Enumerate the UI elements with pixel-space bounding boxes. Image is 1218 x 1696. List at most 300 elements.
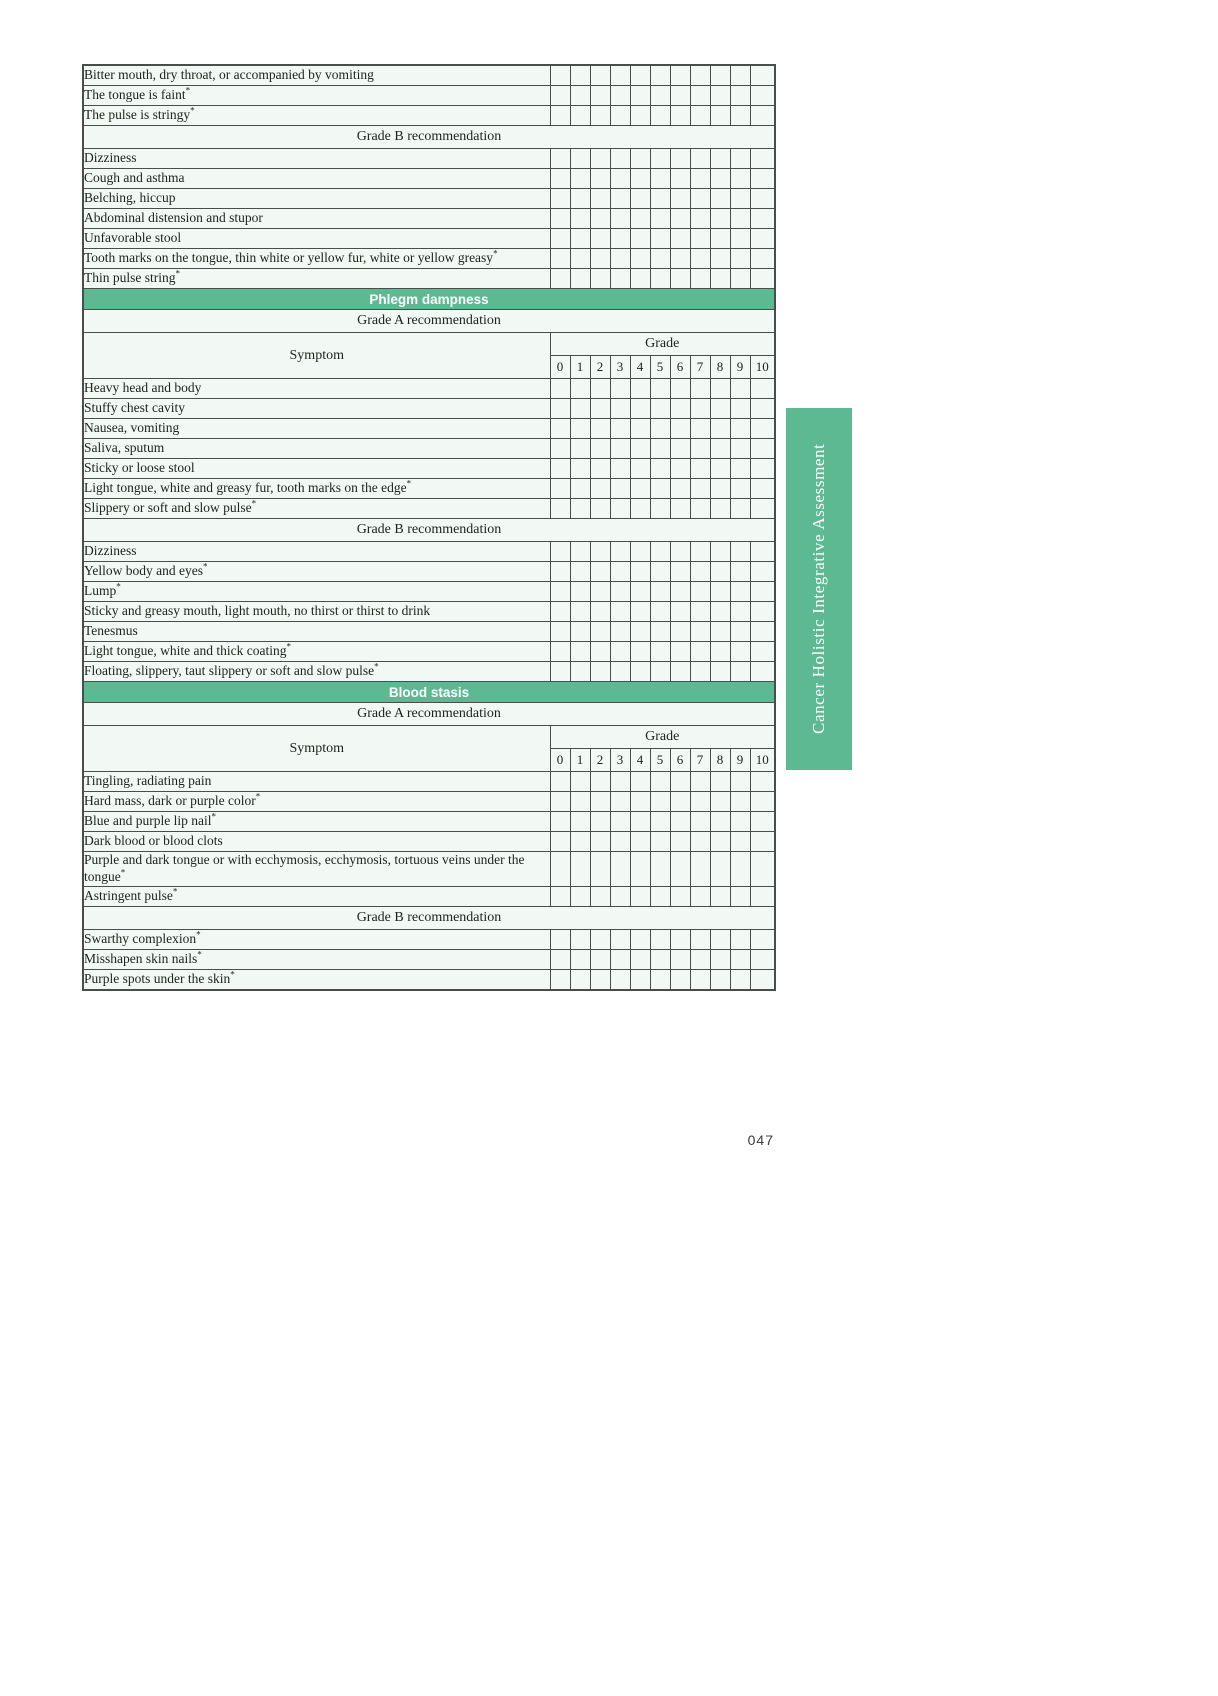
grade-cell <box>550 249 570 269</box>
grade-cell <box>610 439 630 459</box>
grade-cell <box>550 479 570 499</box>
grade-cell <box>690 229 710 249</box>
grade-cell <box>590 439 610 459</box>
grade-cell <box>650 602 670 622</box>
grade-cell <box>650 582 670 602</box>
asterisk-marker: * <box>120 867 126 878</box>
grade-cell <box>670 542 690 562</box>
recommendation-label: Grade B recommendation <box>83 519 775 542</box>
asterisk-marker: * <box>374 661 379 672</box>
grade-cell <box>610 169 630 189</box>
grade-cell <box>750 542 775 562</box>
grade-cell <box>690 772 710 792</box>
grade-cell <box>570 852 590 887</box>
page-number: 047 <box>747 1132 774 1148</box>
grade-cell <box>690 622 710 642</box>
symptom-cell <box>83 852 550 887</box>
grade-cell <box>750 886 775 906</box>
grade-cell <box>550 812 570 832</box>
grade-cell <box>710 65 730 86</box>
grade-cell <box>730 812 750 832</box>
grade-cell <box>610 562 630 582</box>
grade-cell <box>730 562 750 582</box>
grade-cell <box>610 542 630 562</box>
symptom-row <box>83 149 775 169</box>
grade-cell <box>670 459 690 479</box>
grade-cell <box>650 499 670 519</box>
grade-cell <box>670 852 690 887</box>
grade-cell <box>650 949 670 969</box>
assessment-table-body <box>83 65 775 990</box>
grade-cell <box>550 106 570 126</box>
grade-cell <box>610 189 630 209</box>
grade-cell <box>750 189 775 209</box>
grade-cell <box>730 399 750 419</box>
symptom-cell <box>83 969 550 990</box>
grade-cell <box>690 542 710 562</box>
grade-cell <box>590 929 610 949</box>
grade-cell <box>550 886 570 906</box>
grade-cell <box>570 949 590 969</box>
grade-cell <box>670 582 690 602</box>
asterisk-marker: * <box>175 268 180 279</box>
grade-cell <box>630 499 650 519</box>
grade-cell <box>650 479 670 499</box>
grade-cell <box>650 792 670 812</box>
grade-cell <box>550 949 570 969</box>
grade-cell <box>710 949 730 969</box>
grade-cell <box>750 852 775 887</box>
grade-cell <box>710 662 730 682</box>
grade-cell <box>650 832 670 852</box>
symptom-cell <box>83 459 550 479</box>
grade-cell <box>590 792 610 812</box>
grade-cell <box>710 542 730 562</box>
grade-cell <box>590 602 610 622</box>
grade-cell <box>590 969 610 990</box>
grade-cell <box>570 439 590 459</box>
grade-cell <box>590 169 610 189</box>
section-banner-row <box>83 682 775 703</box>
grade-cell <box>630 419 650 439</box>
grade-cell <box>610 602 630 622</box>
grade-cell <box>550 602 570 622</box>
recommendation-row <box>83 703 775 726</box>
symptom-cell <box>83 832 550 852</box>
grade-cell <box>570 249 590 269</box>
grade-cell <box>710 812 730 832</box>
grade-cell <box>650 642 670 662</box>
grade-cell <box>590 459 610 479</box>
symptom-row <box>83 106 775 126</box>
grade-cell <box>590 249 610 269</box>
grade-cell <box>690 439 710 459</box>
grade-cell <box>650 542 670 562</box>
symptom-cell <box>83 65 550 86</box>
grade-cell <box>690 169 710 189</box>
grade-cell <box>670 562 690 582</box>
grade-cell <box>610 399 630 419</box>
symptom-label: Unfavorable stool <box>84 230 182 246</box>
grade-cell <box>630 662 650 682</box>
symptom-cell <box>83 209 550 229</box>
grade-cell <box>610 229 630 249</box>
grade-cell <box>710 929 730 949</box>
grade-cell <box>730 929 750 949</box>
symptom-cell <box>83 249 550 269</box>
grade-cell <box>550 269 570 289</box>
symptom-cell <box>83 792 550 812</box>
grade-scale-value: 4 <box>630 356 650 379</box>
grade-cell <box>710 479 730 499</box>
grade-cell <box>750 229 775 249</box>
symptom-row <box>83 886 775 906</box>
asterisk-marker: * <box>406 478 412 489</box>
grade-cell <box>550 542 570 562</box>
symptom-label: Thin pulse string <box>84 270 176 286</box>
grade-cell <box>670 169 690 189</box>
grade-cell <box>630 812 650 832</box>
asterisk-marker: * <box>255 791 261 802</box>
symptom-cell <box>83 622 550 642</box>
symptom-label: Hard mass, dark or purple color <box>84 793 256 809</box>
asterisk-marker: * <box>230 969 235 980</box>
grade-cell <box>610 419 630 439</box>
asterisk-marker: * <box>203 561 208 572</box>
grade-cell <box>550 499 570 519</box>
grade-cell <box>710 169 730 189</box>
asterisk-marker: * <box>116 581 121 592</box>
recommendation-row <box>83 519 775 542</box>
grade-cell <box>730 229 750 249</box>
grade-cell <box>590 189 610 209</box>
grade-cell <box>610 792 630 812</box>
grade-cell <box>690 149 710 169</box>
symptom-cell <box>83 419 550 439</box>
grade-scale-value: 6 <box>670 749 690 772</box>
grade-cell <box>610 812 630 832</box>
grade-cell <box>670 969 690 990</box>
grade-cell <box>630 562 650 582</box>
grade-cell <box>650 149 670 169</box>
grade-cell <box>650 189 670 209</box>
grade-cell <box>590 642 610 662</box>
grade-cell <box>630 189 650 209</box>
grade-cell <box>630 86 650 106</box>
grade-cell <box>610 86 630 106</box>
symptom-cell <box>83 499 550 519</box>
grade-cell <box>550 662 570 682</box>
grade-cell <box>590 149 610 169</box>
symptom-cell <box>83 189 550 209</box>
grade-cell <box>550 399 570 419</box>
recommendation-label: Grade A recommendation <box>83 703 775 726</box>
grade-cell <box>550 189 570 209</box>
grade-cell <box>590 622 610 642</box>
grade-cell <box>710 772 730 792</box>
grade-cell <box>670 832 690 852</box>
grade-cell <box>570 832 590 852</box>
grade-cell <box>570 149 590 169</box>
grade-scale-value: 5 <box>650 356 670 379</box>
grade-cell <box>750 929 775 949</box>
grade-header-row <box>83 333 775 356</box>
grade-cell <box>730 149 750 169</box>
grade-cell <box>750 969 775 990</box>
symptom-column-header: Symptom <box>83 333 550 379</box>
grade-cell <box>730 419 750 439</box>
grade-cell <box>650 399 670 419</box>
grade-cell <box>750 106 775 126</box>
symptom-cell <box>83 929 550 949</box>
grade-cell <box>750 65 775 86</box>
symptom-label: Heavy head and body <box>84 380 202 396</box>
grade-cell <box>750 439 775 459</box>
grade-cell <box>570 929 590 949</box>
grade-cell <box>730 65 750 86</box>
grade-cell <box>690 189 710 209</box>
grade-cell <box>730 189 750 209</box>
grade-cell <box>670 269 690 289</box>
grade-cell <box>710 269 730 289</box>
grade-cell <box>570 399 590 419</box>
grade-cell <box>710 379 730 399</box>
grade-scale-value: 7 <box>690 749 710 772</box>
grade-cell <box>590 812 610 832</box>
grade-scale-value: 0 <box>550 356 570 379</box>
grade-cell <box>750 772 775 792</box>
grade-cell <box>650 379 670 399</box>
grade-cell <box>590 582 610 602</box>
grade-cell <box>590 562 610 582</box>
symptom-row <box>83 562 775 582</box>
symptom-cell <box>83 439 550 459</box>
grade-scale-value: 10 <box>750 356 775 379</box>
grade-cell <box>750 149 775 169</box>
symptom-row <box>83 499 775 519</box>
symptom-row <box>83 949 775 969</box>
grade-cell <box>570 459 590 479</box>
grade-cell <box>550 65 570 86</box>
grade-cell <box>730 209 750 229</box>
grade-cell <box>690 65 710 86</box>
symptom-label: Tenesmus <box>84 623 138 639</box>
symptom-label: Light tongue, white and greasy fur, tooth marks on the edge <box>84 480 407 496</box>
symptom-cell <box>83 86 550 106</box>
symptom-cell <box>83 812 550 832</box>
symptom-row <box>83 459 775 479</box>
symptom-row <box>83 929 775 949</box>
grade-cell <box>550 852 570 887</box>
grade-cell <box>670 949 690 969</box>
grade-cell <box>570 379 590 399</box>
grade-cell <box>570 479 590 499</box>
grade-cell <box>730 542 750 562</box>
symptom-row <box>83 65 775 86</box>
grade-cell <box>690 562 710 582</box>
grade-cell <box>710 582 730 602</box>
grade-cell <box>690 832 710 852</box>
grade-cell <box>650 106 670 126</box>
grade-cell <box>630 65 650 86</box>
grade-cell <box>630 792 650 812</box>
grade-header-row <box>83 726 775 749</box>
grade-cell <box>750 812 775 832</box>
grade-cell <box>650 65 670 86</box>
grade-cell <box>670 886 690 906</box>
grade-scale-value: 3 <box>610 749 630 772</box>
grade-cell <box>550 792 570 812</box>
grade-cell <box>730 106 750 126</box>
grade-cell <box>610 149 630 169</box>
grade-cell <box>710 886 730 906</box>
grade-cell <box>610 929 630 949</box>
grade-cell <box>650 439 670 459</box>
grade-cell <box>650 459 670 479</box>
grade-cell <box>550 229 570 249</box>
grade-cell <box>590 419 610 439</box>
grade-cell <box>650 812 670 832</box>
grade-cell <box>750 86 775 106</box>
grade-cell <box>590 379 610 399</box>
grade-cell <box>630 772 650 792</box>
grade-cell <box>710 229 730 249</box>
grade-cell <box>630 439 650 459</box>
grade-cell <box>610 459 630 479</box>
grade-cell <box>610 852 630 887</box>
grade-cell <box>690 479 710 499</box>
recommendation-row <box>83 310 775 333</box>
grade-cell <box>690 106 710 126</box>
grade-cell <box>730 886 750 906</box>
grade-cell <box>550 86 570 106</box>
symptom-row <box>83 642 775 662</box>
grade-cell <box>690 812 710 832</box>
symptom-row <box>83 832 775 852</box>
asterisk-marker: * <box>172 886 178 897</box>
grade-cell <box>630 949 650 969</box>
grade-cell <box>570 602 590 622</box>
grade-cell <box>570 582 590 602</box>
grade-cell <box>670 772 690 792</box>
grade-cell <box>630 459 650 479</box>
grade-column-header: Grade <box>550 333 775 356</box>
grade-cell <box>570 65 590 86</box>
grade-scale-value: 9 <box>730 749 750 772</box>
symptom-label: Sticky and greasy mouth, light mouth, no thirst or thirst to drink <box>84 603 431 619</box>
grade-cell <box>750 562 775 582</box>
grade-cell <box>610 106 630 126</box>
grade-cell <box>670 189 690 209</box>
grade-cell <box>610 209 630 229</box>
grade-cell <box>590 229 610 249</box>
symptom-row <box>83 439 775 459</box>
symptom-label: Nausea, vomiting <box>84 420 180 436</box>
grade-cell <box>690 929 710 949</box>
grade-cell <box>730 249 750 269</box>
grade-cell <box>730 622 750 642</box>
symptom-label: Belching, hiccup <box>84 190 176 206</box>
grade-cell <box>570 622 590 642</box>
grade-cell <box>570 662 590 682</box>
grade-cell <box>550 419 570 439</box>
symptom-row <box>83 379 775 399</box>
grade-scale-value: 2 <box>590 749 610 772</box>
grade-cell <box>650 86 670 106</box>
grade-cell <box>550 209 570 229</box>
grade-cell <box>750 792 775 812</box>
symptom-label: Swarthy complexion <box>84 930 197 946</box>
symptom-column-header: Symptom <box>83 726 550 772</box>
grade-cell <box>690 582 710 602</box>
grade-cell <box>570 86 590 106</box>
grade-cell <box>730 602 750 622</box>
grade-cell <box>630 622 650 642</box>
grade-cell <box>670 65 690 86</box>
asterisk-marker: * <box>185 85 191 96</box>
grade-cell <box>670 399 690 419</box>
grade-cell <box>550 969 570 990</box>
grade-cell <box>590 852 610 887</box>
grade-cell <box>730 439 750 459</box>
grade-cell <box>730 949 750 969</box>
grade-cell <box>590 772 610 792</box>
grade-cell <box>610 622 630 642</box>
grade-cell <box>710 832 730 852</box>
grade-cell <box>590 399 610 419</box>
grade-scale-value: 8 <box>710 749 730 772</box>
grade-cell <box>690 459 710 479</box>
grade-cell <box>710 106 730 126</box>
grade-cell <box>670 249 690 269</box>
grade-cell <box>750 949 775 969</box>
grade-cell <box>710 602 730 622</box>
grade-cell <box>710 969 730 990</box>
symptom-label: Abdominal distension and stupor <box>84 210 263 226</box>
grade-cell <box>670 379 690 399</box>
grade-cell <box>690 269 710 289</box>
grade-cell <box>590 949 610 969</box>
grade-cell <box>550 582 570 602</box>
grade-cell <box>590 106 610 126</box>
grade-cell <box>630 969 650 990</box>
symptom-cell <box>83 169 550 189</box>
grade-cell <box>750 379 775 399</box>
grade-cell <box>750 209 775 229</box>
grade-cell <box>650 562 670 582</box>
grade-cell <box>710 209 730 229</box>
grade-cell <box>610 379 630 399</box>
grade-cell <box>710 189 730 209</box>
asterisk-marker: * <box>190 105 195 116</box>
grade-cell <box>750 662 775 682</box>
grade-cell <box>550 772 570 792</box>
grade-cell <box>650 269 670 289</box>
grade-cell <box>630 542 650 562</box>
grade-cell <box>550 622 570 642</box>
grade-cell <box>570 562 590 582</box>
symptom-cell <box>83 399 550 419</box>
grade-cell <box>670 929 690 949</box>
grade-cell <box>730 499 750 519</box>
symptom-row <box>83 479 775 499</box>
grade-cell <box>610 499 630 519</box>
grade-cell <box>550 562 570 582</box>
grade-cell <box>630 479 650 499</box>
recommendation-row <box>83 906 775 929</box>
grade-cell <box>690 886 710 906</box>
grade-cell <box>750 499 775 519</box>
